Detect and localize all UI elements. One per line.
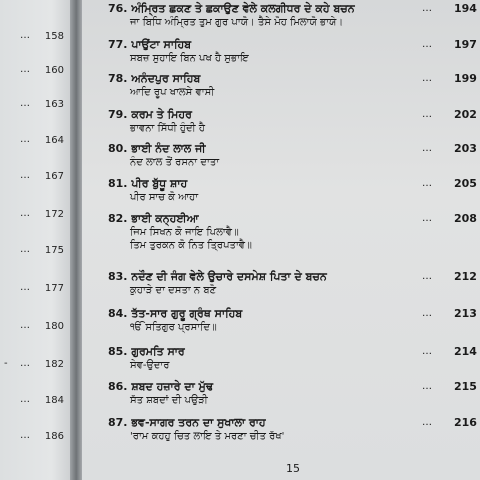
left-page-number: 182: [44, 359, 64, 370]
toc-entry-subtitle: ਪੀਰ ਸਾਚ ਕੋ ਆਹਾ: [130, 192, 199, 203]
left-index-row: … 184: [20, 394, 64, 406]
left-page-number: 160: [44, 65, 64, 76]
toc-page-number: 199: [454, 72, 477, 85]
toc-entry-subtitle: ਜਾ ਬਿਧਿ ਅੰਮ੍ਰਿਤ ਤੁਮ ਗੁਰ ਪਾਯੋ। ਤੈਸੇ ਮੋਹ ਮਿਲਾਯੋ ਭਾਯੇ।: [130, 17, 344, 28]
left-page-number: 163: [44, 99, 64, 110]
toc-entry-title: 81. ਪੀਰ ਬੁੱਧੂ ਸ਼ਾਹ: [108, 177, 188, 190]
left-index-row: … 164: [20, 134, 64, 146]
toc-entry-subtitle: ਸਬਜ਼ ਸੁਹਾਇ ਬਿਨ ਪਖ ਹੈ ਸੁਭਾਇ: [130, 53, 249, 64]
left-page-number: 158: [44, 31, 64, 42]
toc-entry-subtitle: ਜਿਮ ਸਿਖਨ ਕੋ ਜਾਇ ਪਿਲਾਵੈ॥: [130, 227, 239, 238]
toc-entry-subtitle-line-2: ਤਿਮ ਤੁਰਕਨ ਕੋ ਨਿਤ ਤ੍ਰਿਪਤਾਵੈ॥: [130, 240, 252, 251]
toc-entry: 82. ਭਾਈ ਕਨ੍ਹਈਆ ਜਿਮ ਸਿਖਨ ਕੋ ਜਾਇ ਪਿਲਾਵੈ॥ ਤਿਮ ਤੁਰਕਨ ਕੋ ਨਿਤ ਤ੍ਰਿਪਤਾਵੈ॥ … 208: [108, 212, 477, 251]
toc-entry-title: 79. ਕਰਮ ਤੇ ਮਿਹਰ: [108, 108, 192, 121]
toc-page-number: 202: [454, 108, 477, 121]
left-index-row: … 186: [20, 430, 64, 442]
toc-entry-title: 86. ਸ਼ਬਦ ਹਜ਼ਾਰੇ ਦਾ ਮੁੱਢ: [108, 380, 214, 393]
toc-entry-title: 85. ਗੁਰਮਤਿ ਸਾਰ: [108, 345, 185, 358]
left-page-number: 172: [44, 209, 64, 220]
toc-page-number: 213: [454, 307, 477, 320]
toc-entry: 85. ਗੁਰਮਤਿ ਸਾਰ ਸੇਵ-ਉਦਾਰ … 214: [108, 345, 477, 371]
toc-entry-title: 80. ਭਾਈ ਨੰਦ ਲਾਲ ਜੀ: [108, 142, 206, 155]
toc-page-number: 203: [454, 142, 477, 155]
toc-entry: 76. ਅੰਮ੍ਰਿਤ ਛਕਣ ਤੇ ਛਕਾਉਣ ਵੇਲੇ ਕਲਗੀਧਰ ਦੇ ਕਹੇ ਬਚਨ ਜਾ ਬਿਧਿ ਅੰਮ੍ਰਿਤ ਤੁਮ ਗੁਰ ਪਾਯੋ। ਤੈਸੇ ਮੋਹ ਮਿਲਾਯੋ ਭਾਯੇ। … 194: [108, 2, 477, 28]
toc-entry-subtitle: ਕੁਹਾੜੇ ਦਾ ਦਸਤਾ ਨ ਬਣੋ: [130, 285, 217, 296]
toc-entry-subtitle: ਭਾਵਨਾ ਸਿੱਧੀ ਹੁੰਦੀ ਹੈ: [130, 123, 205, 134]
left-index-row: - … 182: [4, 358, 64, 370]
toc-entry-subtitle: ਸੇਵ-ਉਦਾਰ: [130, 360, 170, 371]
toc-entry: 84. ਤੱਤ-ਸਾਰ ਗੁਰੂ ਗ੍ਰੰਥ ਸਾਹਿਬ ੴ ਸਤਿਗੁਰ ਪ੍ਰਸਾਦਿ॥ … 213: [108, 307, 477, 333]
left-index-row: … 175: [20, 244, 64, 256]
left-page-number: 180: [44, 321, 64, 332]
toc-page-number: 194: [454, 2, 477, 15]
toc-entry-title: 83. ਨਦੌਣ ਦੀ ਜੰਗ ਵੇਲੇ ਉਚਾਰੇ ਦਸਮੇਸ਼ ਪਿਤਾ ਦੇ ਬਚਨ: [108, 270, 327, 283]
toc-page-number: 214: [454, 345, 477, 358]
footer-page-number: 15: [286, 462, 300, 475]
toc-entry-subtitle: ਸੱਤ ਸ਼ਬਦਾਂ ਦੀ ਪਉੜੀ: [130, 395, 208, 406]
toc-page-number: 215: [454, 380, 477, 393]
left-index-row: … 160: [20, 64, 64, 76]
toc-page-number: 216: [454, 416, 477, 429]
toc-entry: 86. ਸ਼ਬਦ ਹਜ਼ਾਰੇ ਦਾ ਮੁੱਢ ਸੱਤ ਸ਼ਬਦਾਂ ਦੀ ਪਉੜੀ … 215: [108, 380, 477, 406]
toc-entry-subtitle: ਆਦਿ ਰੂਪ ਖਾਲਸੇ ਵਾਸੀ: [130, 87, 215, 98]
toc-entry-title: 76. ਅੰਮ੍ਰਿਤ ਛਕਣ ਤੇ ਛਕਾਉਣ ਵੇਲੇ ਕਲਗੀਧਰ ਦੇ ਕਹੇ ਬਚਨ: [108, 2, 355, 15]
toc-page-number: 197: [454, 38, 477, 51]
toc-page-number: 208: [454, 212, 477, 225]
toc-entry-subtitle: 'ਰਾਮ ਕਹਹੁ ਚਿਤ ਲਾਇ ਤੇ ਮਰਣਾ ਚੀਤ ਰੱਖ': [130, 431, 285, 442]
toc-entry-subtitle: ੴ ਸਤਿਗੁਰ ਪ੍ਰਸਾਦਿ॥: [130, 322, 217, 333]
toc-entry: 81. ਪੀਰ ਬੁੱਧੂ ਸ਼ਾਹ ਪੀਰ ਸਾਚ ਕੋ ਆਹਾ … 205: [108, 177, 477, 203]
left-page-number: 184: [44, 395, 64, 406]
toc-entry-subtitle: ਨੰਦ ਲਾਲ ਤੋਂ ਰਸਨਾ ਦਾਤਾ: [130, 157, 220, 168]
left-index-row: … 180: [20, 320, 64, 332]
toc-entry: 79. ਕਰਮ ਤੇ ਮਿਹਰ ਭਾਵਨਾ ਸਿੱਧੀ ਹੁੰਦੀ ਹੈ … 202: [108, 108, 477, 134]
toc-entry: 78. ਅਨੰਦਪੁਰ ਸਾਹਿਬ ਆਦਿ ਰੂਪ ਖਾਲਸੇ ਵਾਸੀ … 199: [108, 72, 477, 98]
toc-entry-title: 82. ਭਾਈ ਕਨ੍ਹਈਆ: [108, 212, 199, 225]
toc-page-number: 212: [454, 270, 477, 283]
left-page-number: 175: [44, 245, 64, 256]
toc-entry: 77. ਪਾਉਂਟਾ ਸਾਹਿਬ ਸਬਜ਼ ਸੁਹਾਇ ਬਿਨ ਪਖ ਹੈ ਸੁਭਾਇ … 197: [108, 38, 477, 64]
left-page-number: 186: [44, 431, 64, 442]
left-page-number: 167: [44, 171, 64, 182]
left-index-row: … 167: [20, 170, 64, 182]
left-index-row: … 177: [20, 282, 64, 294]
toc-entry-title: 87. ਭਵ-ਸਾਗਰ ਤਰਨ ਦਾ ਸੁਖਾਲਾ ਰਾਹ: [108, 416, 266, 429]
toc-page-number: 205: [454, 177, 477, 190]
left-page-number: 164: [44, 135, 64, 146]
left-index-row: … 158: [20, 30, 64, 42]
toc-entry-title: 77. ਪਾਉਂਟਾ ਸਾਹਿਬ: [108, 38, 192, 51]
left-page-number: 177: [44, 283, 64, 294]
left-index-row: … 172: [20, 208, 64, 220]
toc-entry: 80. ਭਾਈ ਨੰਦ ਲਾਲ ਜੀ ਨੰਦ ਲਾਲ ਤੋਂ ਰਸਨਾ ਦਾਤਾ … 203: [108, 142, 477, 168]
toc-entry-title: 78. ਅਨੰਦਪੁਰ ਸਾਹਿਬ: [108, 72, 201, 85]
toc-entry: 87. ਭਵ-ਸਾਗਰ ਤਰਨ ਦਾ ਸੁਖਾਲਾ ਰਾਹ 'ਰਾਮ ਕਹਹੁ ਚਿਤ ਲਾਇ ਤੇ ਮਰਣਾ ਚੀਤ ਰੱਖ' … 216: [108, 416, 477, 442]
toc-entry: 83. ਨਦੌਣ ਦੀ ਜੰਗ ਵੇਲੇ ਉਚਾਰੇ ਦਸਮੇਸ਼ ਪਿਤਾ ਦੇ ਬਚਨ ਕੁਹਾੜੇ ਦਾ ਦਸਤਾ ਨ ਬਣੋ … 212: [108, 270, 477, 296]
toc-entry-title: 84. ਤੱਤ-ਸਾਰ ਗੁਰੂ ਗ੍ਰੰਥ ਸਾਹਿਬ: [108, 307, 243, 320]
left-index-row: … 163: [20, 98, 64, 110]
